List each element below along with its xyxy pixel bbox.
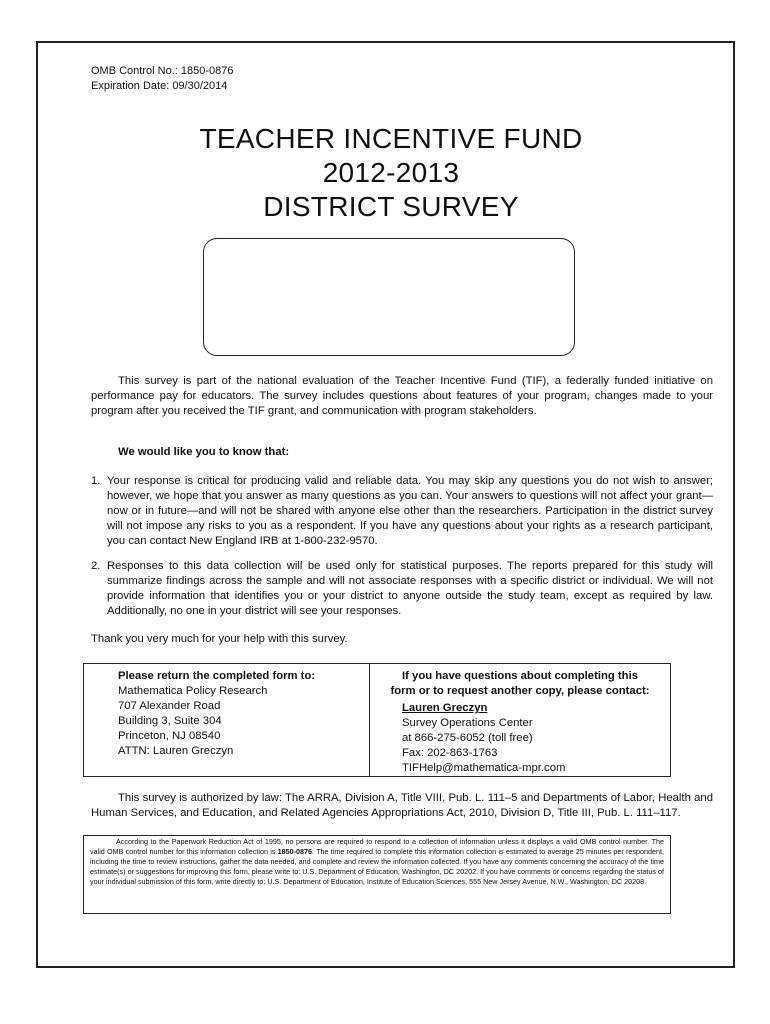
expiration-date: Expiration Date: 09/30/2014 [91,80,228,92]
return-line: 707 Alexander Road [118,700,221,712]
list-item [91,559,713,619]
contact-line: at 866-275-6052 (toll free) [402,732,533,744]
intro-paragraph: This survey is part of the national evaluation of the Teacher Incentive Fund (TIF), a federally funded initiative on performance pay for educators. The survey includes questions about features of your program, changes made to your program after you received the TIF grant, and communication with program stakeholders. [91,375,713,417]
title-line-1: TEACHER INCENTIVE FUND [199,123,583,154]
know-heading: We would like you to know that: [118,446,290,458]
contact-heading-1: If you have questions about completing this [402,670,638,682]
return-line: ATTN: Lauren Greczyn [118,745,234,757]
burden-omb-number: 1850-0876 [277,847,313,856]
mailing-label-box [203,238,575,356]
return-heading: Please return the completed form to: [118,670,316,682]
page-title [91,122,691,224]
contact-line: Survey Operations Center [402,717,533,729]
title-line-2: 2012-2013 [322,157,460,188]
return-address-block [118,669,315,759]
list-item-number: 2. [91,560,101,572]
return-line: Building 3, Suite 304 [118,715,222,727]
title-line-3: DISTRICT SURVEY [263,191,519,222]
list-item-text: Your response is critical for producing valid and reliable data. You may skip any questions you do not wish to answer; however, we hope that you answer as many questions as you can. Your answers to questions will not affect your grant—now or in future—and will not be shared with anyone else other than the researchers. Participation in the district survey will not impose any risks to you as a respondent. If you have any questions about your rights as a research participant, you can contact New England IRB at 1-800-232-9570. [107,475,713,547]
burden-text-1: According to the Paperwork Reduction Act of 1995, no persons are required to respond to a collection of information unless it displays a valid OMB control number. The valid OMB control number for this information collection is [90,837,664,856]
omb-block [91,64,233,94]
list-item [91,474,713,549]
list-item-number: 1. [91,475,101,487]
table-divider [369,664,370,776]
list-item-text: Responses to this data collection will be used only for statistical purposes. The reports prepared for this study will summarize findings across the sample and will not associate responses with a specific district or individual. We will not provide information that identifies you or your district to anyone outside the study team, except as required by law. Additionally, no one in your district will see your responses. [107,560,713,617]
contact-table [83,663,671,777]
return-line: Mathematica Policy Research [118,685,268,697]
contact-block [372,669,668,776]
contact-email[interactable]: TIFHelp@mathematica-mpr.com [402,762,566,774]
burden-text-2: . The time required to complete this information collection is estimated to average 25 minutes per respondent, including the time to review instructions, gather the data needed, and complete and review the information collected. If you have any comments concerning the accuracy of the time estimate(s) or suggestions for improving this form, please write to: U.S. Department of Education, Washington, DC 20202. If you have comments or concerns regarding the status of your individual submission of this form, write directly to: U.S. Department of Education, Institute of Education Sciences, 555 New Jersey Avenue, N.W., Washington, DC 20208. [90,847,664,886]
contact-name: Lauren Greczyn [402,702,488,714]
return-line: Princeton, NJ 08540 [118,730,221,742]
authorization-paragraph: This survey is authorized by law: The ARRA, Division A, Title VIII, Pub. L. 111–5 and Departments of Labor, Health and Human Services, and Education, and Related Agencies Appropriations Act, 2010, Division D, Title III, Pub. L. 111–117. [91,792,713,819]
paperwork-burden-statement [83,835,671,914]
thanks-text: Thank you very much for your help with this survey. [91,633,348,645]
omb-control-number: OMB Control No.: 1850-0876 [91,65,234,77]
contact-heading-2: form or to request another copy, please contact: [390,685,650,697]
contact-line: Fax: 202-863-1763 [402,747,498,759]
